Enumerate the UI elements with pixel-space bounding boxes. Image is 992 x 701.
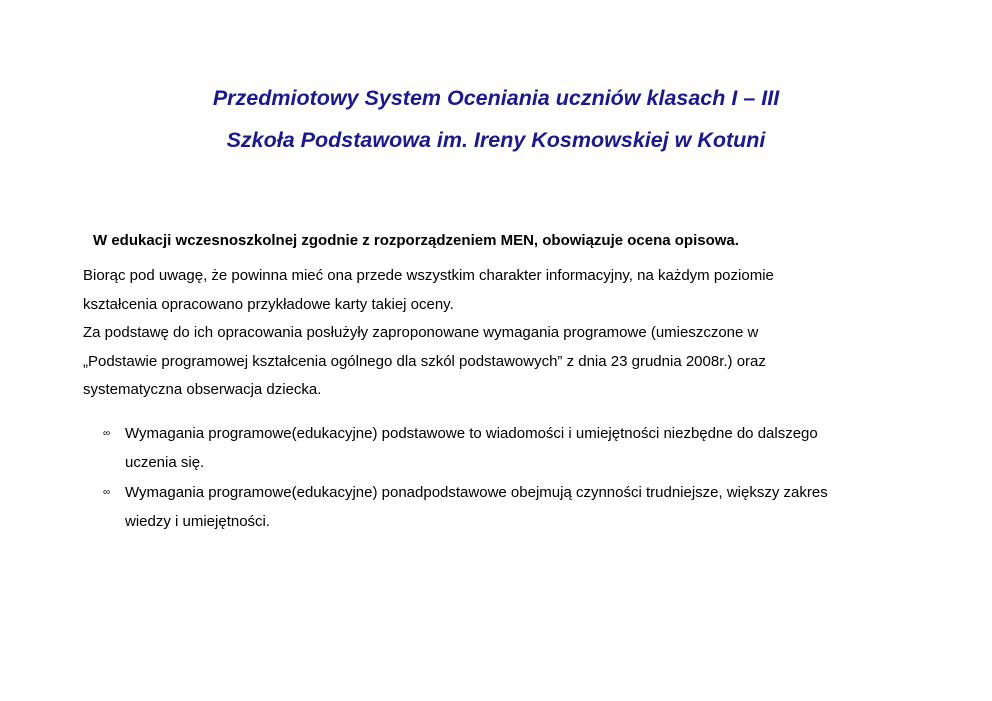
body-paragraphs <box>83 262 923 405</box>
document-title: Przedmiotowy System Oceniania uczniów klasach I – III <box>212 86 780 110</box>
list-item <box>83 420 923 477</box>
paragraph-line: systematyczna obserwacja dziecka. <box>83 381 322 398</box>
infinity-bullet-icon: ∞ <box>103 487 111 498</box>
document-subtitle-school: Szkoła Podstawowa im. Ireny Kosmowskiej w Kotuni <box>226 128 766 152</box>
infinity-bullet-icon: ∞ <box>103 428 111 439</box>
list-item-line: Wymagania programowe(edukacyjne) ponadpodstawowe obejmują czynności trudniejsze, większy zakres <box>125 484 828 501</box>
list-item-line: uczenia się. <box>125 453 205 471</box>
list-item <box>83 479 923 536</box>
paragraph-line: kształcenia opracowano przykładowe karty takiej oceny. <box>83 295 454 313</box>
list-item-line: wiedzy i umiejętności. <box>125 512 271 530</box>
paragraph-line: Biorąc pod uwagę, że powinna mieć ona przede wszystkim charakter informacyjny, na każdym poziomie <box>83 267 774 284</box>
paragraph-line: „Podstawie programowej kształcenia ogólnego dla szkól podstawowych” z dnia 23 grudnia 2008r.) oraz <box>83 352 766 370</box>
requirements-list <box>83 420 923 538</box>
list-item-line: Wymagania programowe(edukacyjne) podstawowe to wiadomości i umiejętności niezbędne do dalszego <box>125 425 818 442</box>
paragraph-line: Za podstawę do ich opracowania posłużyły zaproponowane wymagania programowe (umieszczone w <box>83 324 759 341</box>
intro-statement: W edukacji wczesnoszkolnej zgodnie z rozporządzeniem MEN, obowiązuje ocena opisowa. <box>93 232 739 249</box>
